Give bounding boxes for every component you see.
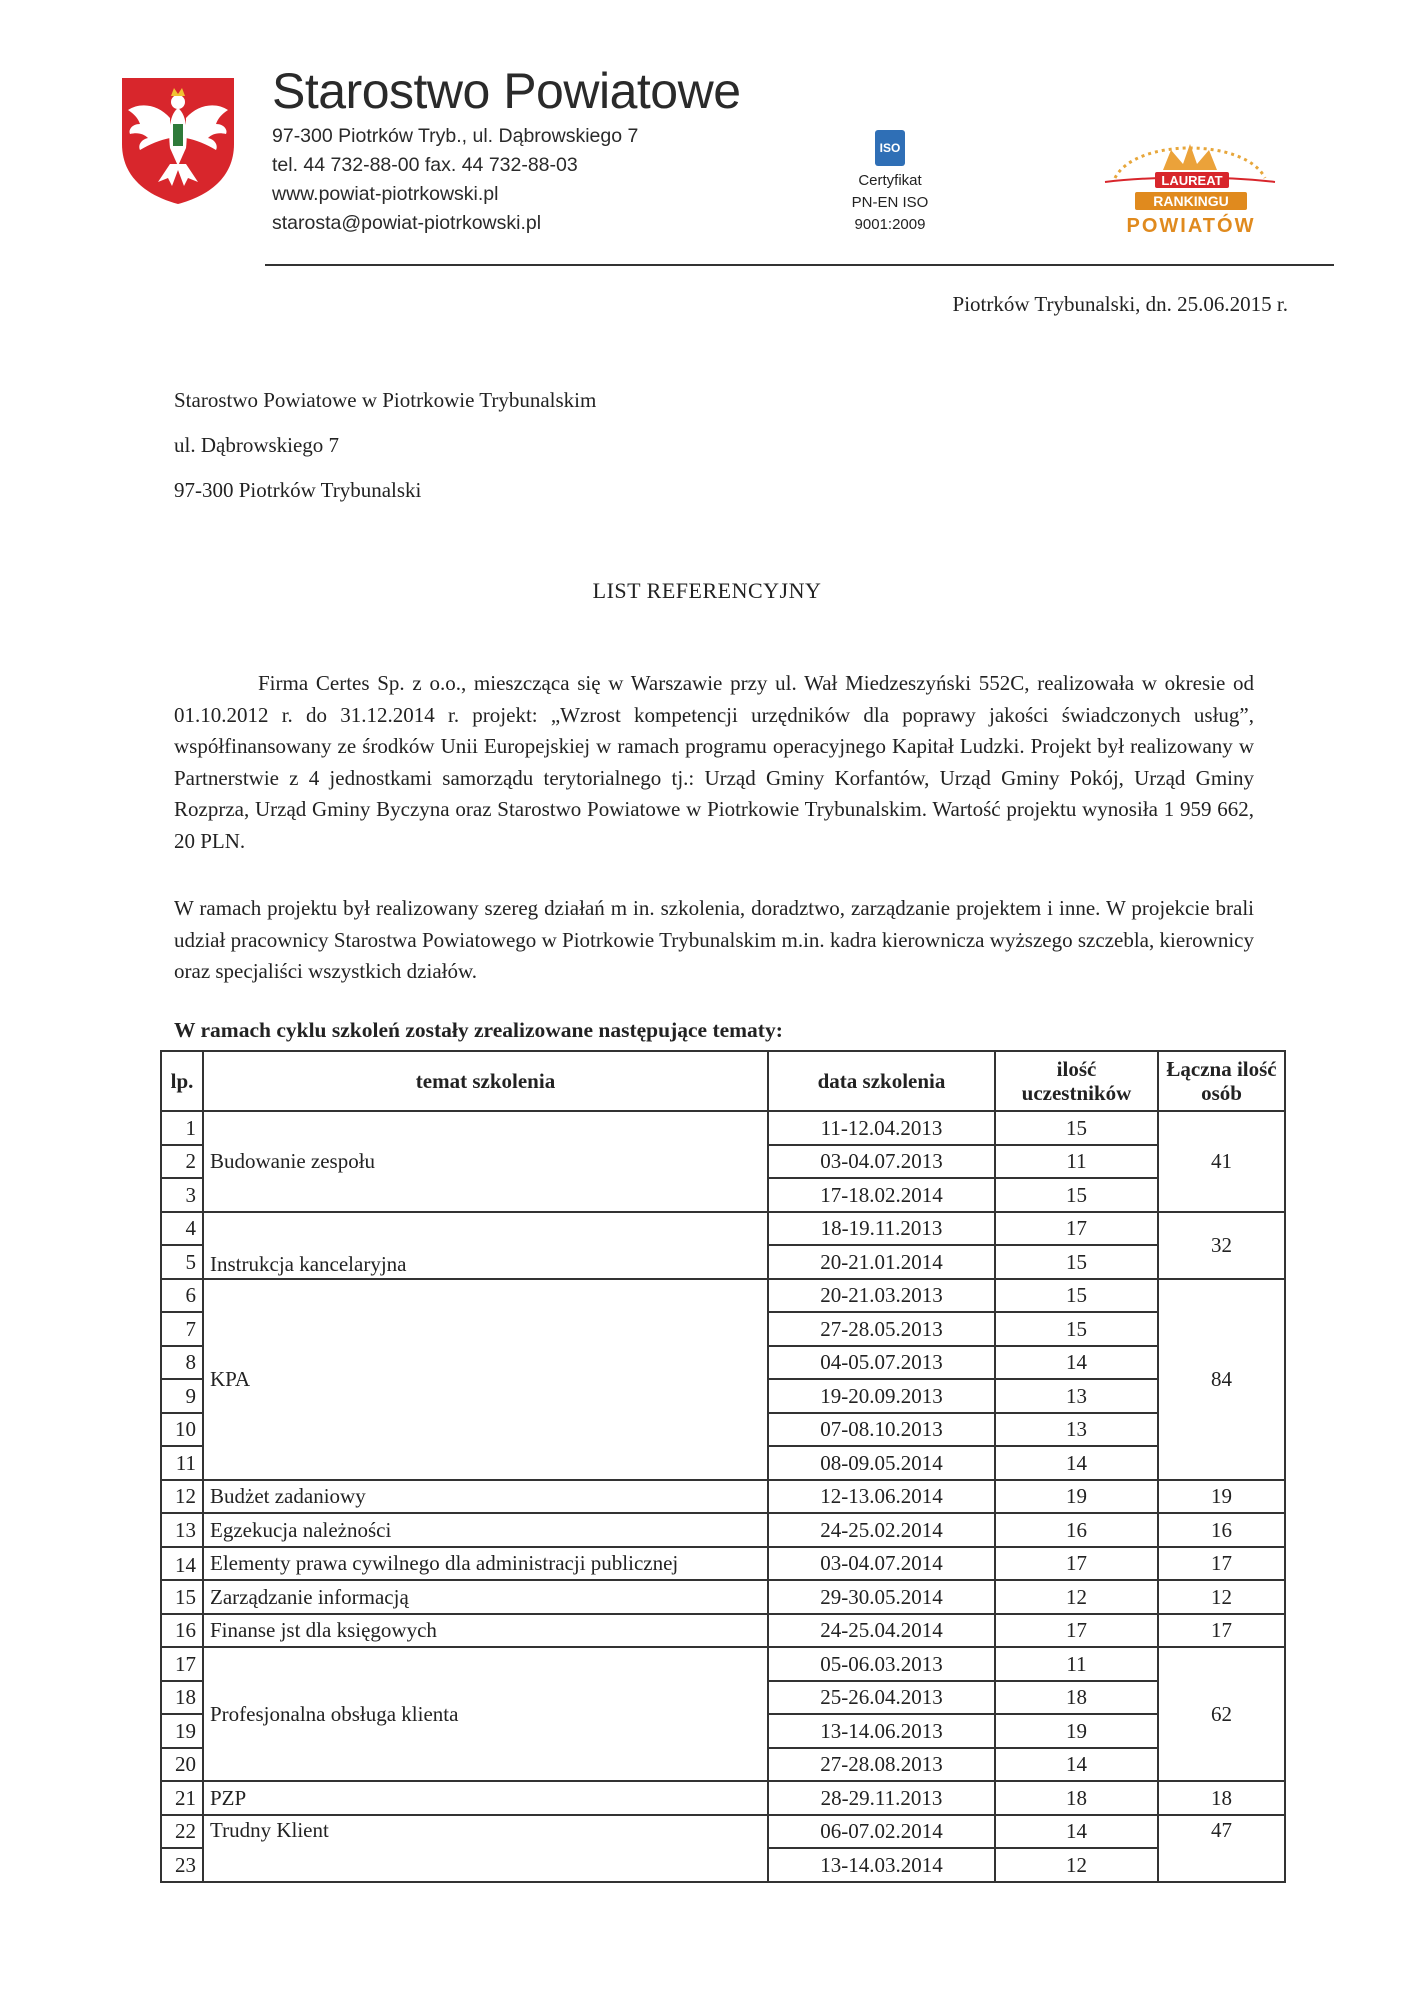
header-topic: temat szkolenia	[203, 1051, 768, 1111]
cell-total: 47	[1158, 1815, 1285, 1882]
table-header-row	[161, 1051, 1285, 1111]
cell-lp: 3	[161, 1178, 203, 1212]
iso-certificate	[840, 130, 940, 236]
cell-count: 13	[995, 1413, 1158, 1447]
cell-count: 15	[995, 1245, 1158, 1279]
cell-total: 18	[1158, 1781, 1285, 1815]
cell-topic: Profesjonalna obsługa klienta	[203, 1647, 768, 1781]
cell-lp: 2	[161, 1145, 203, 1179]
cell-lp: 23	[161, 1848, 203, 1882]
cell-count: 17	[995, 1614, 1158, 1648]
cell-lp: 13	[161, 1513, 203, 1547]
cell-count: 14	[995, 1346, 1158, 1380]
cell-lp: 5	[161, 1245, 203, 1279]
award-line-2: RANKINGU	[1153, 193, 1229, 209]
org-name: Starostwo Powiatowe	[272, 63, 741, 119]
cell-date: 04-05.07.2013	[768, 1346, 995, 1380]
table-row	[161, 1480, 1285, 1514]
cell-date: 27-28.05.2013	[768, 1312, 995, 1346]
cell-lp: 1	[161, 1111, 203, 1145]
cell-count: 13	[995, 1379, 1158, 1413]
cell-lp: 12	[161, 1480, 203, 1514]
org-phone-fax: tel. 44 732-88-00 fax. 44 732-88-03	[272, 154, 578, 176]
cell-total: 32	[1158, 1212, 1285, 1279]
cell-date: 13-14.03.2014	[768, 1848, 995, 1882]
award-badge-logo	[1095, 120, 1285, 240]
cell-date: 03-04.07.2014	[768, 1547, 995, 1581]
cell-total: 62	[1158, 1647, 1285, 1781]
cell-count: 15	[995, 1178, 1158, 1212]
document-title: LIST REFERENCYJNY	[592, 578, 822, 603]
cell-date: 07-08.10.2013	[768, 1413, 995, 1447]
training-table	[160, 1050, 1286, 1883]
cell-total: 41	[1158, 1111, 1285, 1212]
cell-count: 17	[995, 1547, 1158, 1581]
cell-count: 18	[995, 1681, 1158, 1715]
cell-total: 17	[1158, 1547, 1285, 1581]
recipient-line-3: 97-300 Piotrków Trybunalski	[174, 478, 422, 502]
iso-logo-icon: ISO	[875, 130, 905, 166]
award-line-3: POWIATÓW	[1126, 215, 1256, 237]
cell-date: 17-18.02.2014	[768, 1178, 995, 1212]
cell-date: 13-14.06.2013	[768, 1714, 995, 1748]
cell-date: 19-20.09.2013	[768, 1379, 995, 1413]
cell-lp: 16	[161, 1614, 203, 1648]
iso-line-2: PN-EN ISO	[851, 194, 929, 211]
cell-date: 27-28.08.2013	[768, 1748, 995, 1782]
table-row	[161, 1513, 1285, 1547]
cell-topic: PZP	[203, 1781, 768, 1815]
cell-topic: Instrukcja kancelaryjna	[203, 1212, 768, 1279]
cell-lp: 4	[161, 1212, 203, 1246]
cell-date: 03-04.07.2013	[768, 1145, 995, 1179]
award-line-1: LAUREAT	[1161, 173, 1223, 188]
cell-date: 29-30.05.2014	[768, 1580, 995, 1614]
cell-lp: 22	[161, 1815, 203, 1849]
contact-block	[272, 122, 638, 238]
cell-topic: KPA	[203, 1279, 768, 1480]
cell-count: 14	[995, 1446, 1158, 1480]
cell-date: 24-25.02.2014	[768, 1513, 995, 1547]
cell-count: 14	[995, 1815, 1158, 1849]
recipient-line-1: Starostwo Powiatowe w Piotrkowie Trybunalskim	[174, 388, 597, 412]
cell-count: 16	[995, 1513, 1158, 1547]
cell-lp: 20	[161, 1748, 203, 1782]
cell-date: 18-19.11.2013	[768, 1212, 995, 1246]
table-row	[161, 1212, 1285, 1246]
cell-lp: 7	[161, 1312, 203, 1346]
cell-count: 19	[995, 1480, 1158, 1514]
paragraph-activities: W ramach projektu był realizowany szereg działań m in. szkolenia, doradztwo, zarządzanie projektem i inne. W projekcie brali udział pracownicy Starostwa Powiatowego w Piotrkowie Trybunalskim m.in. kadra kierownicza wyższego szczebla, kierownicy oraz specjaliści wszystkich działów.	[174, 896, 1254, 983]
table-row	[161, 1111, 1285, 1145]
header-date: data szkolenia	[768, 1051, 995, 1111]
header-count: ilość uczestników	[995, 1051, 1158, 1111]
cell-date: 12-13.06.2014	[768, 1480, 995, 1514]
letter-date: Piotrków Trybunalski, dn. 25.06.2015 r.	[952, 292, 1288, 316]
table-row	[161, 1279, 1285, 1313]
cell-topic: Egzekucja należności	[203, 1513, 768, 1547]
org-address: 97-300 Piotrków Tryb., ul. Dąbrowskiego 7	[272, 125, 639, 147]
org-email-link[interactable]: starosta@powiat-piotrkowski.pl	[272, 212, 542, 234]
cell-count: 17	[995, 1212, 1158, 1246]
cell-count: 18	[995, 1781, 1158, 1815]
cell-date: 20-21.01.2014	[768, 1245, 995, 1279]
cell-lp: 6	[161, 1279, 203, 1313]
cell-date: 20-21.03.2013	[768, 1279, 995, 1313]
cell-total: 12	[1158, 1580, 1285, 1614]
cell-topic: Budowanie zespołu	[203, 1111, 768, 1212]
table-row	[161, 1815, 1285, 1849]
cell-topic: Finanse jst dla księgowych	[203, 1614, 768, 1648]
iso-line-1: Certyfikat	[858, 172, 922, 189]
cell-count: 11	[995, 1145, 1158, 1179]
recipient-address	[174, 378, 596, 513]
cell-count: 15	[995, 1312, 1158, 1346]
cell-count: 14	[995, 1748, 1158, 1782]
cell-date: 24-25.04.2014	[768, 1614, 995, 1648]
cell-topic: Zarządzanie informacją	[203, 1580, 768, 1614]
header-divider	[265, 264, 1334, 266]
cell-lp: 18	[161, 1681, 203, 1715]
table-caption: W ramach cyklu szkoleń zostały zrealizowane następujące tematy:	[174, 1018, 783, 1042]
cell-lp: 11	[161, 1446, 203, 1480]
cell-total: 84	[1158, 1279, 1285, 1480]
cell-total: 16	[1158, 1513, 1285, 1547]
cell-lp: 10	[161, 1413, 203, 1447]
cell-count: 11	[995, 1647, 1158, 1681]
table-row	[161, 1781, 1285, 1815]
cell-lp: 15	[161, 1580, 203, 1614]
cell-date: 11-12.04.2013	[768, 1111, 995, 1145]
org-website-link[interactable]: www.powiat-piotrkowski.pl	[272, 183, 499, 205]
cell-count: 12	[995, 1580, 1158, 1614]
header-lp: lp.	[161, 1051, 203, 1111]
cell-total: 19	[1158, 1480, 1285, 1514]
cell-topic: Budżet zadaniowy	[203, 1480, 768, 1514]
iso-line-3: 9001:2009	[854, 216, 926, 233]
cell-count: 15	[995, 1279, 1158, 1313]
recipient-line-2: ul. Dąbrowskiego 7	[174, 433, 340, 457]
cell-lp: 9	[161, 1379, 203, 1413]
table-row	[161, 1614, 1285, 1648]
cell-count: 19	[995, 1714, 1158, 1748]
cell-date: 05-06.03.2013	[768, 1647, 995, 1681]
cell-count: 15	[995, 1111, 1158, 1145]
header-total: Łączna ilość osób	[1158, 1051, 1285, 1111]
cell-date: 06-07.02.2014	[768, 1815, 995, 1849]
cell-lp: 14	[161, 1547, 203, 1581]
table-row	[161, 1547, 1285, 1581]
coat-of-arms-logo	[118, 74, 238, 206]
cell-count: 12	[995, 1848, 1158, 1882]
cell-total: 17	[1158, 1614, 1285, 1648]
cell-lp: 8	[161, 1346, 203, 1380]
cell-date: 28-29.11.2013	[768, 1781, 995, 1815]
cell-lp: 21	[161, 1781, 203, 1815]
paragraph-project: Firma Certes Sp. z o.o., mieszcząca się w Warszawie przy ul. Wał Miedzeszyński 552C, realizowała w okresie od 01.10.2012 r. do 31.12.2014 r. projekt: „Wzrost kompetencji urzędników dla poprawy jakości świadczonych usług”, współfinansowany ze środków Unii Europejskiej w ramach programu operacyjnego Kapitał Ludzki. Projekt był realizowany w Partnerstwie z 4 jednostkami samorządu terytorialnego tj.: Urząd Gminy Korfantów, Urząd Gminy Pokój, Urząd Gminy Rozprza, Urząd Gminy Byczyna oraz Starostwo Powiatowe w Piotrkowie Trybunalskim. Wartość projektu wynosiła 1 959 662, 20 PLN.	[174, 671, 1254, 853]
cell-topic: Elementy prawa cywilnego dla administracji publicznej	[203, 1547, 768, 1581]
cell-date: 25-26.04.2013	[768, 1681, 995, 1715]
table-row	[161, 1580, 1285, 1614]
cell-lp: 19	[161, 1714, 203, 1748]
cell-topic: Trudny Klient	[203, 1815, 768, 1882]
cell-date: 08-09.05.2014	[768, 1446, 995, 1480]
cell-lp: 17	[161, 1647, 203, 1681]
table-row	[161, 1647, 1285, 1681]
